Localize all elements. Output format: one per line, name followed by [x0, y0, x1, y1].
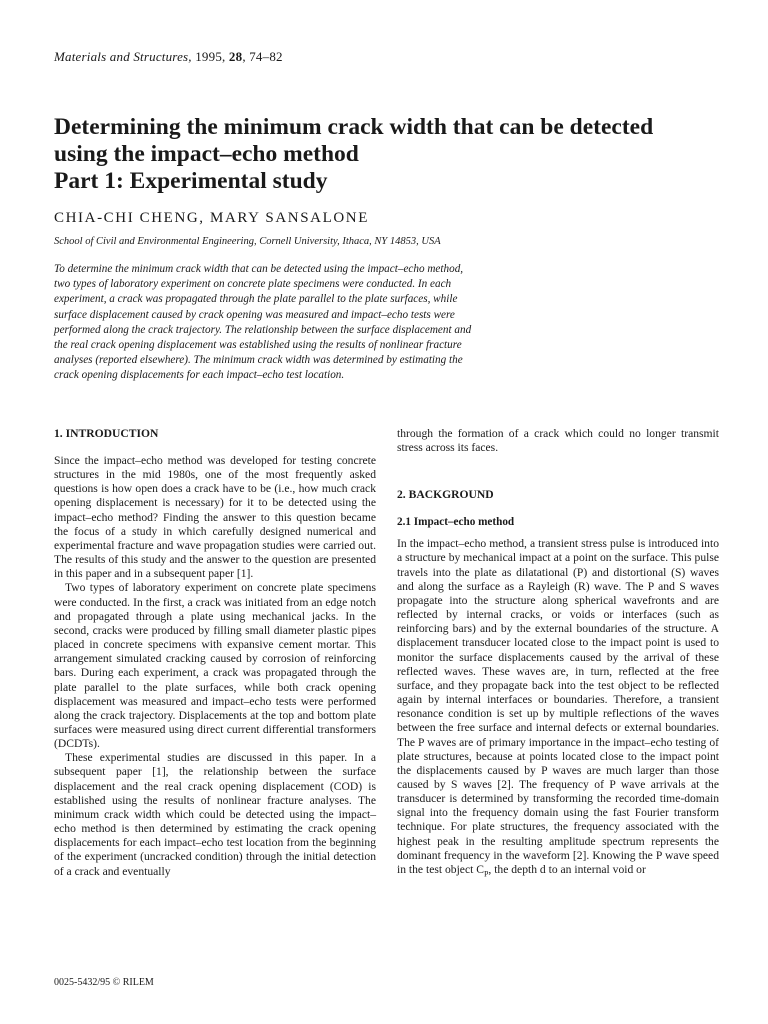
abstract-line: performed along the crack trajectory. The relationship between the surface displacement and — [54, 323, 472, 336]
intro-paragraph: Two types of laboratory experiment on concrete plate specimens were conducted. In the first, a crack was initiated from an edge notch and propagated through a plate using mechanical jacks. In the second, cracks were produced by filling small diameter plastic pipes placed in concrete specimens with expansive cement mortar. This arrangement simulated cracking caused by corrosion of reinforcing bars. During each experiment, a crack was propagated through the plate parallel to the plate surfaces, while both crack opening displacement was measured and impact–echo tests were performed along the crack trajectory. Displacements at the top and bottom plate surfaces were measured using direct current differential transformers (DCDTs). — [54, 581, 376, 751]
journal-pages: , 74–82 — [242, 49, 283, 64]
abstract — [54, 262, 574, 384]
background-text-tail: , the depth d to an internal void or — [488, 862, 646, 876]
abstract-line: To determine the minimum crack width that can be detected using the impact–echo method, — [54, 263, 464, 275]
cp-subscript: P — [483, 869, 489, 879]
abstract-line: surface displacement caused by crack opening was measured and impact–echo tests were — [54, 308, 455, 321]
intro-paragraph: These experimental studies are discussed in this paper. In a subsequent paper [1], the relationship between the surface displacement and the real crack opening displacement (COD) is established using the results of nonlinear fracture analyses. The minimum crack width which could be detected using the impact–echo method is then determined by estimating the crack opening displacements for each impact–echo test location from the beginning of the experiment (uncracked condition) through the initial detection of a crack and eventually — [54, 751, 376, 878]
intro-paragraph: Since the impact–echo method was developed for testing concrete structures in the mid 1980s, one of the most frequently asked questions is how open does a crack have to be (i.e., how much crack opening displacement is necessary) for it to be detected using the impact–echo method? Finding the answer to this question became the focus of a study in which carefully designed numerical and experimental fracture and wave propagation studies were carried out. The results of this study and the answer to the question are presented in this paper and in a subsequent paper [1]. — [54, 454, 376, 581]
copyright-code: 0025-5432/95 © RILEM — [54, 977, 154, 988]
journal-volume: 28 — [228, 49, 243, 64]
section-heading-introduction: 1. INTRODUCTION — [54, 427, 159, 440]
affiliation: School of Civil and Environmental Engineering, Cornell University, Ithaca, NY 14853, USA — [54, 236, 441, 247]
authors: CHIA-CHI CHENG, MARY SANSALONE — [54, 210, 369, 226]
background-paragraph — [397, 537, 719, 881]
left-column — [54, 427, 376, 879]
right-column — [397, 427, 719, 881]
title-line: Determining the minimum crack width that can be detected — [54, 114, 654, 140]
title-line: using the impact–echo method — [54, 141, 359, 167]
abstract-line: two types of laboratory experiment on concrete plate specimens were conducted. In each — [54, 278, 452, 291]
abstract-line: the real crack opening displacement was established using the results of nonlinear fracture — [54, 339, 462, 352]
title-line: Part 1: Experimental study — [54, 168, 328, 194]
abstract-line: experiment, a crack was propagated through the plate parallel to the plate surfaces, while — [54, 293, 458, 306]
journal-name: Materials and Structures, — [54, 49, 192, 64]
paper-title — [54, 114, 734, 195]
subsection-heading-impact-echo: 2.1 Impact–echo method — [397, 516, 515, 529]
section-spacer — [397, 455, 719, 488]
journal-citation — [54, 49, 283, 65]
section-heading-background: 2. BACKGROUND — [397, 488, 494, 502]
journal-year: 1995, — [191, 49, 229, 64]
intro-continuation: through the formation of a crack which could no longer transmit stress across its faces. — [397, 427, 719, 455]
abstract-line: analyses (reported elsewhere). The minimum crack width was determined by estimating the — [54, 354, 463, 367]
background-text: In the impact–echo method, a transient stress pulse is introduced into a structure by mechanical impact at a point on the surface. This pulse travels into the plate as dilatational (P) and distortional (S) waves and along the surface as a Rayleigh (R) wave. The P and S waves propagate into the structure along spherical wavefronts and are reflected by internal cracks, or voids or interfaces (such as reinforcing bars) and by the external boundaries of the structure. A displacement transducer located close to the impact point is used to monitor the surface displacements caused by the arrival of these reflected waves. These waves are, in turn, reflected at the free surface, and they propagate back into the test object to be reflected again by internal interfaces or boundaries. Therefore, a transient resonance condition is set up by multiple reflections of the waves between the free surface and internal defects or external boundaries. The P waves are of primary importance in the impact–echo testing of plate structures, because at points located close to the impact point the displacements caused by P waves are much larger than those caused by S waves [2]. The frequency of P wave arrivals at the transducer is determined by transforming the recorded time-domain signal into the frequency domain using the fast Fourier transform technique. For plate structures, the frequency associated with the highest peak in the resulting amplitude spectrum represents the dominant frequency in the waveform [2]. Knowing the P wave speed in the test object C — [397, 537, 719, 876]
abstract-line: crack opening displacements for each impact–echo test location. — [54, 369, 345, 382]
